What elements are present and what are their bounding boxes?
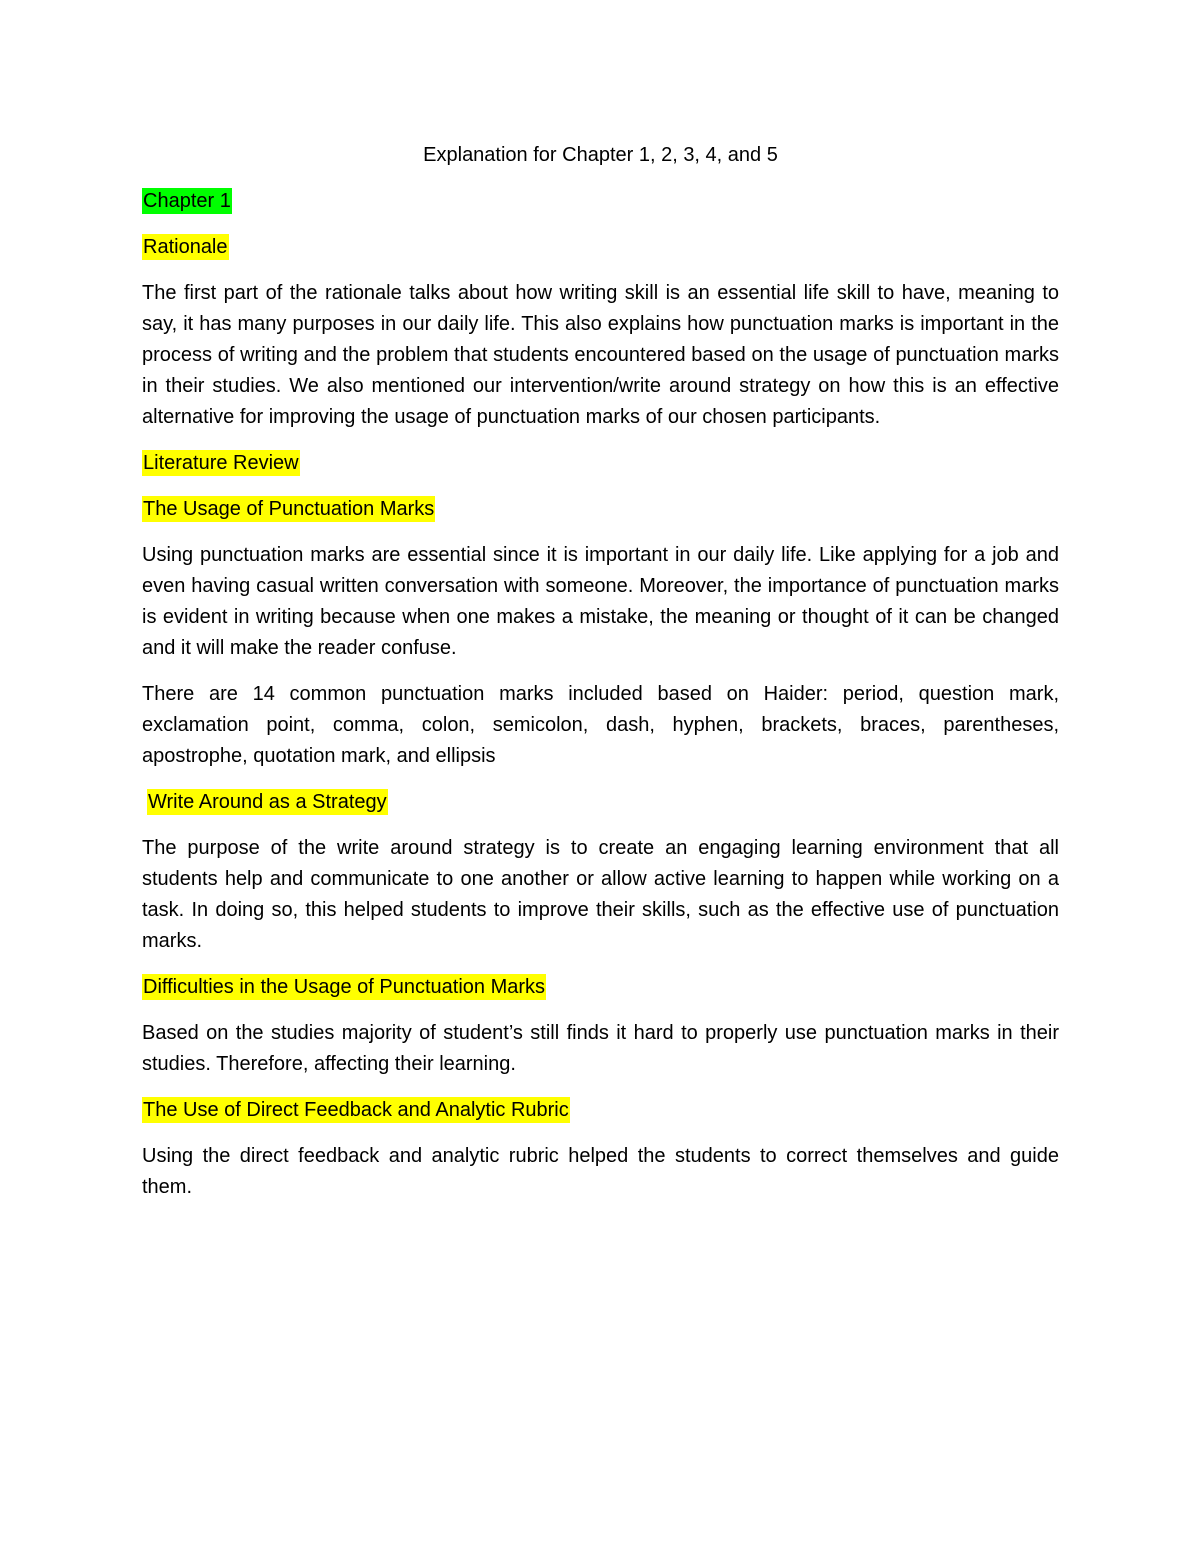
section-heading-rationale <box>142 232 1059 263</box>
section-heading-text: The Usage of Punctuation Marks <box>143 498 435 520</box>
usage-paragraph-2: There are 14 common punctuation marks included based on Haider: period, question mark, exclamation point, comma, colon, semicolon, dash, hyphen, brackets, braces, parentheses, apostrophe, quotation mark, and ellipsis <box>142 683 1059 767</box>
section-heading-text: Difficulties in the Usage of Punctuation Marks <box>143 976 546 998</box>
usage-paragraph-1: Using punctuation marks are essential since it is important in our daily life. Like applying for a job and even having casual written conversation with someone. Moreover, the importance of punctuation marks is evident in writing because when one makes a mistake, the meaning or thought of it can be changed and it will make the reader confuse. <box>142 544 1059 659</box>
section-heading-text: The Use of Direct Feedback and Analytic Rubric <box>143 1099 569 1121</box>
section-heading-literature-review <box>142 448 1059 479</box>
section-heading-difficulties <box>142 972 1059 1003</box>
section-heading-write-around <box>142 787 1059 818</box>
write-around-paragraph: The purpose of the write around strategy is to create an engaging learning environment that all students help and communicate to one another or allow active learning to happen while working on a task. In doing so, this helped students to improve their skills, such as the effective use of punctuation marks. <box>142 837 1059 952</box>
chapter-heading-text: Chapter 1 <box>143 190 231 212</box>
document-body <box>142 140 1059 1218</box>
section-heading-feedback <box>142 1095 1059 1126</box>
chapter-heading <box>142 186 1059 217</box>
section-heading-text: Write Around as a Strategy <box>148 791 387 813</box>
rationale-paragraph: The first part of the rationale talks about how writing skill is an essential life skill to have, meaning to say, it has many purposes in our daily life. This also explains how punctuation marks is important in the process of writing and the problem that students encountered based on the usage of punctuation marks in their studies. We also mentioned our intervention/write around strategy on how this is an effective alternative for improving the usage of punctuation marks of our chosen participants. <box>142 282 1059 428</box>
feedback-paragraph: Using the direct feedback and analytic rubric helped the students to correct themselves and guide them. <box>142 1145 1059 1198</box>
document-title: Explanation for Chapter 1, 2, 3, 4, and 5 <box>423 144 778 166</box>
difficulties-paragraph: Based on the studies majority of student’s still finds it hard to properly use punctuation marks in their studies. Therefore, affecting their learning. <box>142 1022 1059 1075</box>
section-heading-text: Rationale <box>143 236 228 258</box>
section-heading-text: Literature Review <box>143 452 299 474</box>
section-heading-usage <box>142 494 1059 525</box>
